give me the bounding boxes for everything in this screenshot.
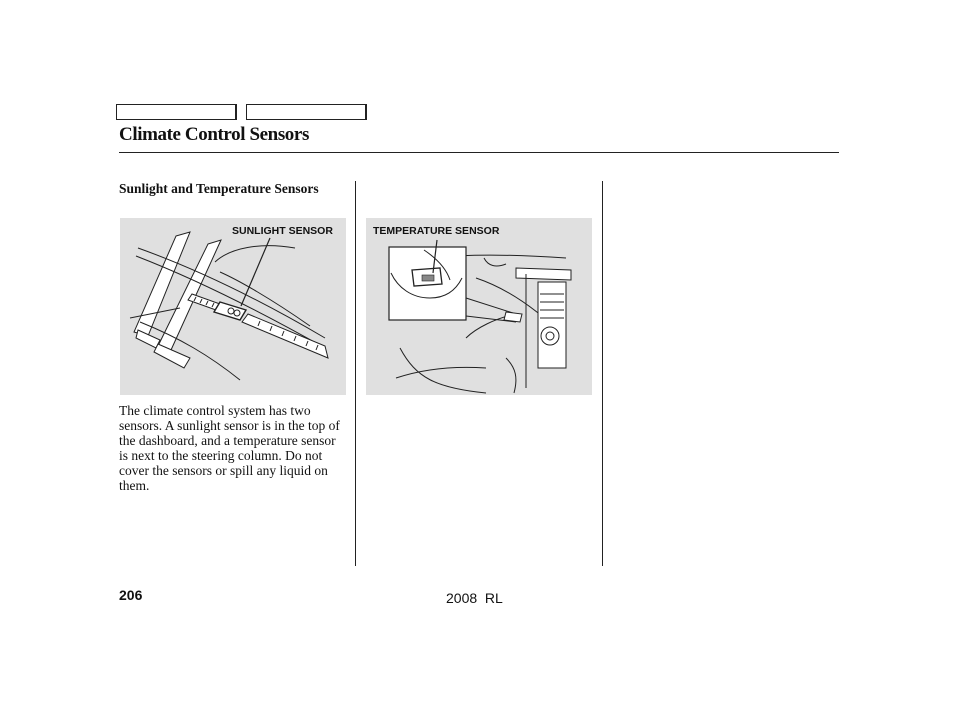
sunlight-sensor-callout: SUNLIGHT SENSOR — [232, 225, 333, 237]
nav-tab-next[interactable] — [246, 104, 367, 120]
body-paragraph: The climate control system has two sensors. A sunlight sensor is in the top of the dashboard, and a temperature sensor is next to the steering column. Do not cover the sensors or spill any liquid on them. — [119, 403, 340, 493]
footer-model: 2008 RL — [446, 590, 503, 606]
title-divider — [119, 152, 839, 153]
column-divider-right — [602, 181, 603, 566]
page-number: 206 — [119, 587, 143, 603]
section-heading: Sunlight and Temperature Sensors — [119, 181, 319, 196]
sunlight-sensor-figure — [120, 218, 346, 395]
temperature-sensor-callout: TEMPERATURE SENSOR — [373, 225, 500, 237]
nav-tab-previous[interactable] — [116, 104, 237, 120]
column-divider-left — [355, 181, 356, 566]
steering-column-illustration — [366, 218, 592, 395]
dashboard-illustration — [120, 218, 346, 395]
page-title: Climate Control Sensors — [119, 124, 309, 145]
temperature-sensor-figure — [366, 218, 592, 395]
